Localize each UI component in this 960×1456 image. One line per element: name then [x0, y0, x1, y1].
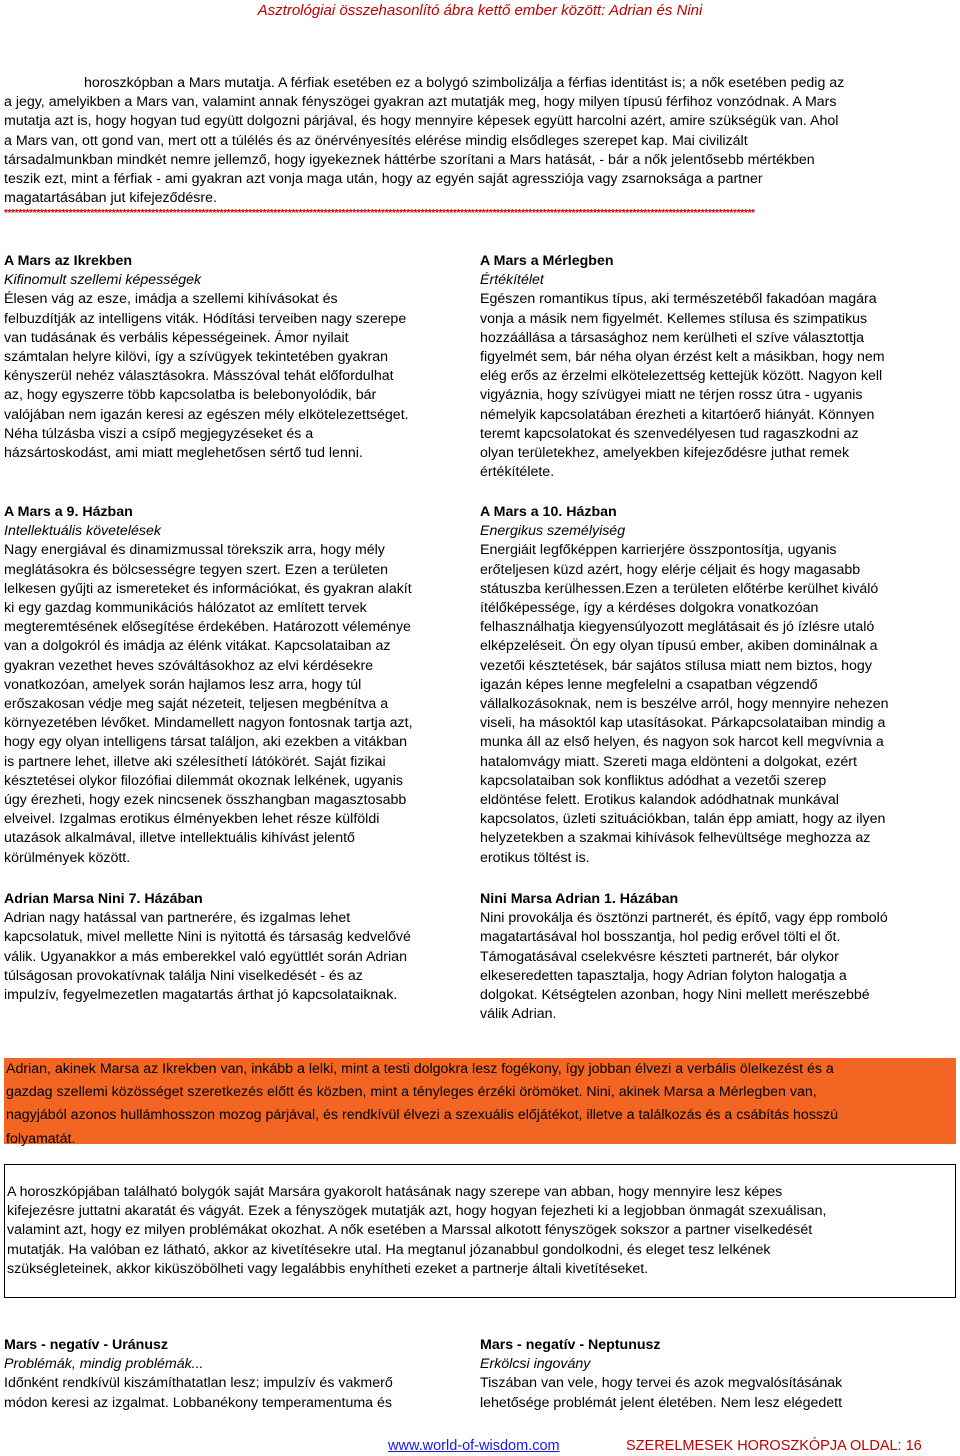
intro-line: teszik ezt, mint a férfiak - ami gyakran azt vonja maga után, hogy az egyén saját agressziója vagy zsarnoksága a partner [4, 171, 763, 188]
section-mars-merleg [480, 252, 950, 482]
section-line: Energiáit legfőképpen karrierjére összpontosítja, ugyanis [480, 542, 837, 559]
section-line: dolgokat. Kétségtelen azonban, hogy Nini mellett merészebbé [480, 987, 870, 1004]
section-line: Nagy energiával és dinamizmussal törekszik arra, hogy mély [4, 542, 385, 559]
section-line: helyzetekben a szakmai kihívások felhevültsége meghozza az [480, 830, 871, 847]
section-line: erőteljesen küzd azért, hogy elérje céljait és hogy magasabb [480, 561, 861, 578]
section-line: is partnere lehet, illetve aki szélesíthetí látókörét. Saját fizikai [4, 753, 386, 770]
section-line: státuszba kerülhessen.Ezen a területen előtérbe kerülhet kiváló [480, 580, 879, 597]
section-line: meglátásokra és bölcsességre tegyen szert. Ezen a területen [4, 561, 389, 578]
asterisk-separator: ***************************************************************************************************************************************************************************************************************** [4, 208, 755, 219]
section-line: teremt kapcsolatokat és szenvedélyesen tud ragaszkodni az [480, 425, 859, 442]
section-line: megteremtésének elősegítése érdekében. Határozott véleménye [4, 619, 411, 636]
section-line: Élesen vág az esze, imádja a szellemi kihívásokat és [4, 291, 338, 308]
section-line: Egészen romantikus típus, aki természetéből fakadóan magára [480, 291, 877, 308]
intro-line: társadalmunkban mindkét nemre jellemző, hogy igyekeznek háttérbe szorítani a Mars hatását, - bár a nők jelentősebb mértékben [4, 151, 815, 168]
section-line: vállalkozásoknak, nem is beszélve arról, hogy mennyire nehezen [480, 696, 889, 713]
section-line: vezetői késztetések, bár sajátos stílusa miatt nem biztos, hogy [480, 657, 872, 674]
section-line: hogy egy olyan intelligens társat találjon, aki ezekben a vitákban [4, 734, 408, 751]
section-line: felbuzdítják az intelligens viták. Hódítási terveiben nagy szerepe [4, 310, 407, 327]
section-subtitle: Erkölcsi ingovány [480, 1356, 591, 1373]
section-line: elég erős az érzelmi elkötelezettség kettejük között. Nagyon kell [480, 368, 883, 385]
section-nini-mars-adrian-1 [480, 890, 950, 1024]
section-line: házsártoskodást, ami miatt meglehetősen sértő tud lenni. [4, 445, 363, 462]
section-line: elveivel. Izgalmas erotikus élményekben lehet része külföldi [4, 811, 380, 828]
section-line: Adrian nagy hatással van partnerére, és izgalmas lehet [4, 910, 351, 927]
section-mars-haz-10 [480, 503, 950, 868]
section-line: figyelmét sem, bár néha olyan érzést kelt a másikban, hogy nem [480, 349, 885, 366]
info-line: A horoszkópjában található bolygók saját Marsára gyakorolt hatásának nagy szerepe van abban, hogy mennyire lesz képes [7, 1184, 783, 1200]
section-line: impulzív, fegyelmezetlen magatartás árthat jó kapcsolataiknak. [4, 987, 398, 1004]
section-line: környezetében lévőket. Mindamellett nagyon fontosnak tartja azt, [4, 715, 413, 732]
section-line: hatalomvágy miatt. Szereti maga eldönteni a dolgokat, ezért [480, 753, 857, 770]
section-subtitle: Intellektuális követelések [4, 523, 161, 540]
section-line: kapcsolatuk, mivel mellette Nini is nyitottá és társaság kedvelővé [4, 929, 411, 946]
section-line: van a dolgokról és imádja az élénk vitákat. Kapcsolataiban az [4, 638, 391, 655]
section-mars-uranusz [4, 1336, 474, 1413]
intro-line: horoszkópban a Mars mutatja. A férfiak esetében ez a bolygó szimbolizálja a férfias identitást is; a nők esetében pedig az [84, 75, 845, 91]
section-mars-neptunusz [480, 1336, 950, 1413]
section-line: módon keresi az izgalmat. Lobbanékony temperamentuma és [4, 1394, 393, 1411]
section-title: A Mars a 9. Házban [4, 504, 133, 520]
section-line: valójában nem igazán keresi az egészen mély elkötelezettséget. [4, 406, 409, 423]
page-number-label: SZERELMESEK HOROSZKÓPJA OLDAL: 16 [626, 1438, 922, 1454]
section-line: körülmények között. [4, 849, 131, 866]
website-link[interactable]: www.world-of-wisdom.com [388, 1438, 560, 1454]
summary-line: gazdag szellemi közösséget szeretkezés előtt és közben, mint a tényleges érzéki örömöket. Nini, akinek Marsa a Mérlegben van, [6, 1084, 817, 1101]
intro-line: magatartásában jut kifejeződésre. [4, 190, 217, 207]
info-line: kifejezésre juttatni akaratát és vágyát. Ezek a fényszögek mutatják azt, hogy hogyan fejezheti ki a legjobban önmagát szexuálisan, [7, 1203, 827, 1220]
section-title: Mars - negatív - Uránusz [4, 1337, 168, 1353]
section-subtitle: Problémák, mindig problémák... [4, 1356, 204, 1373]
section-line: lelkesen gyűjti az ismereteket és információkat, és gyakran alakít [4, 580, 412, 597]
section-line: erőszakosan védje meg saját nézeteit, teljesen megbénítva a [4, 696, 389, 713]
section-line: erotikus töltést is. [480, 849, 590, 866]
section-line: igazán képes lenne megfelelni a csapatban végzendő [480, 676, 818, 693]
section-subtitle: Kifinomult szellemi képességek [4, 272, 202, 289]
summary-line: folyamatát. [6, 1130, 76, 1147]
section-line: számtalan helyre kilövi, így a szívügyek tekintetében gyakran [4, 349, 389, 366]
section-line: Időnként rendkívül kiszámíthatatlan lesz; impulzív és vakmerő [4, 1375, 393, 1392]
section-title: A Mars az Ikrekben [4, 253, 133, 269]
section-line: viseli, ha másoktól kap utasításokat. Párkapcsolataiban mindig a [480, 715, 886, 732]
info-line: valamint azt, hogy ez milyen problémákat okozhat. A nők esetében a Marssal alkotott fényszögek sokszor a partner viselkedését [7, 1222, 813, 1239]
section-line: van tudásának és verbális képességeinek. Ámor nyilait [4, 329, 349, 346]
section-title: A Mars a 10. Házban [480, 504, 617, 520]
section-title: Nini Marsa Adrian 1. Házában [480, 891, 679, 907]
section-line: késztetései olykor filozófiai dilemmát okoznak lelkének, ugyanis [4, 772, 404, 789]
section-line: túlságosan provokatívnak találja Nini viselkedését - és az [4, 967, 363, 984]
section-line: lehetősége problémát jelent életében. Nem lesz elégedett [480, 1394, 843, 1411]
section-line: válik Adrian. [480, 1006, 557, 1023]
section-line: hozzáállása a társasághoz nem kerülheti el szíve választottja [480, 329, 865, 346]
section-title: Mars - negatív - Neptunusz [480, 1337, 661, 1353]
document-header-title: Asztrológiai összehasonlító ábra kettő ember között: Adrian és Nini [257, 2, 703, 19]
intro-line: a Mars van, ott gond van, mert ott a túlélés és az önérvényesítés elérése mindig elsődleges szerepet kap. Mai civilizált [4, 132, 748, 149]
section-title: Adrian Marsa Nini 7. Házában [4, 891, 203, 907]
section-line: Néha túlzásba viszi a csípő megjegyzéseket és a [4, 425, 314, 442]
section-line: válik. Ugyanakkor a más emberekkel való együttlét során Adrian [4, 948, 407, 965]
section-line: vigyáznia, hogy szívügyei miatt ne térjen rossz útra - ugyanis [480, 387, 863, 404]
section-line: ki egy gazdag kommunikációs hálózatot az említett tervek [4, 600, 367, 617]
section-line: kapcsolatos, üzleti szituációkban, talán épp amiatt, hogy az ilyen [480, 811, 886, 828]
intro-line: mutatja azt is, hogy hogyan tud együtt dolgozni párjával, és hogy mennyire képesek együtt harcolni azért, amire szükségük van. Ahol [4, 113, 839, 130]
section-line: utazások alkalmával, illetve intellektuális kihívást jelentő [4, 830, 355, 847]
section-line: vonatkozóan, amelyek során hajlamos lesz arra, hogy túl [4, 676, 362, 693]
section-line: felhasználhatja kiegyensúlyozott meglátásait és jó ízlésre utaló [480, 619, 875, 636]
section-line: kényszerül nehéz választásokra. Másszóval tehát előfordulhat [4, 368, 394, 385]
section-line: elképzeléseit. Ön egy olyan típusú ember, akiben dominálnak a [480, 638, 878, 655]
section-line: magatartásával hol bosszantja, hol pedig erővel tölti el őt. [480, 929, 841, 946]
section-line: némelyik kapcsolatában érezheti a kitartóerő hiányát. Könnyen [480, 406, 875, 423]
summary-line: Adrian, akinek Marsa az Ikrekben van, inkább a lelki, mint a testi dolgokra lesz fogékony, így jobban élvezi a verbális ölelkezést és a [6, 1061, 834, 1077]
section-line: gyakran vezethet heves szóváltásokhoz az elvi kérdésekre [4, 657, 374, 674]
summary-line: nagyjából azonos hullámhosszon mozog párjával, és rendkívül élvezi a szexuális előjátékot, illetve a találkozás és a csábítás hosszú [6, 1107, 838, 1124]
summary-highlight-box [4, 1058, 956, 1147]
section-line: Támogatásával cselekvésre készteti partnerét, bár olykor [480, 948, 839, 965]
section-line: eldöntése felett. Erotikus kalandok adódhatnak munkával [480, 792, 839, 809]
section-line: olyan területekhez, amelyekben kifejeződésre juthat remek [480, 445, 850, 462]
intro-paragraph [4, 74, 956, 208]
section-line: az, hogy egyszerre több kapcsolatba is belebonyolódik, bár [4, 387, 377, 404]
section-mars-haz-9 [4, 503, 474, 868]
info-line: mutatják. Ha valóban ez látható, akkor az kivetítésekre utal. Ha megtanul józanabbul gondolkodni, és eleget tesz lelkének [7, 1241, 771, 1258]
info-line: szükségleteinek, akkor kiküszöbölheti vagy legalábbis enyhítheti ezeket a partnerje általi kivetítéseket. [7, 1260, 649, 1277]
section-subtitle: Energikus személyiség [480, 523, 626, 540]
intro-line: a jegy, amelyikben a Mars van, valamint annak fényszögei gyakran azt mutatják meg, hogy milyen típusú férfihoz vonzódnak. A Mars [4, 94, 837, 111]
section-line: Nini provokálja és ösztönzi partnerét, és építő, vagy épp romboló [480, 910, 888, 927]
info-framed-box [4, 1164, 956, 1298]
section-line: ítélőképessége, így a kérdéses dolgokra vonatkozóan [480, 600, 819, 617]
section-line: kapcsolataiban sok konfliktus adódhat a vezetői szerep [480, 772, 827, 789]
section-line: úgy érezheti, hogy ezek nincsenek összhangban magasztosabb [4, 792, 407, 809]
section-adrian-mars-nini-7 [4, 890, 474, 1005]
section-mars-ikrek [4, 252, 474, 463]
section-line: munka áll az első helyen, és nagyon sok harcot kell megvívnia a [480, 734, 884, 751]
section-line: Tiszában van vele, hogy tervei és azok megvalósításának [480, 1375, 843, 1392]
section-title: A Mars a Mérlegben [480, 253, 614, 269]
section-line: elkeseredetten tapasztalja, hogy Adrian folyton halogatja a [480, 967, 847, 984]
section-subtitle: Értékítélet [480, 272, 544, 289]
section-line: értékítélete. [480, 464, 555, 481]
section-line: vonja a másik nem figyelmét. Kellemes stílusa és szimpatikus [480, 310, 868, 327]
